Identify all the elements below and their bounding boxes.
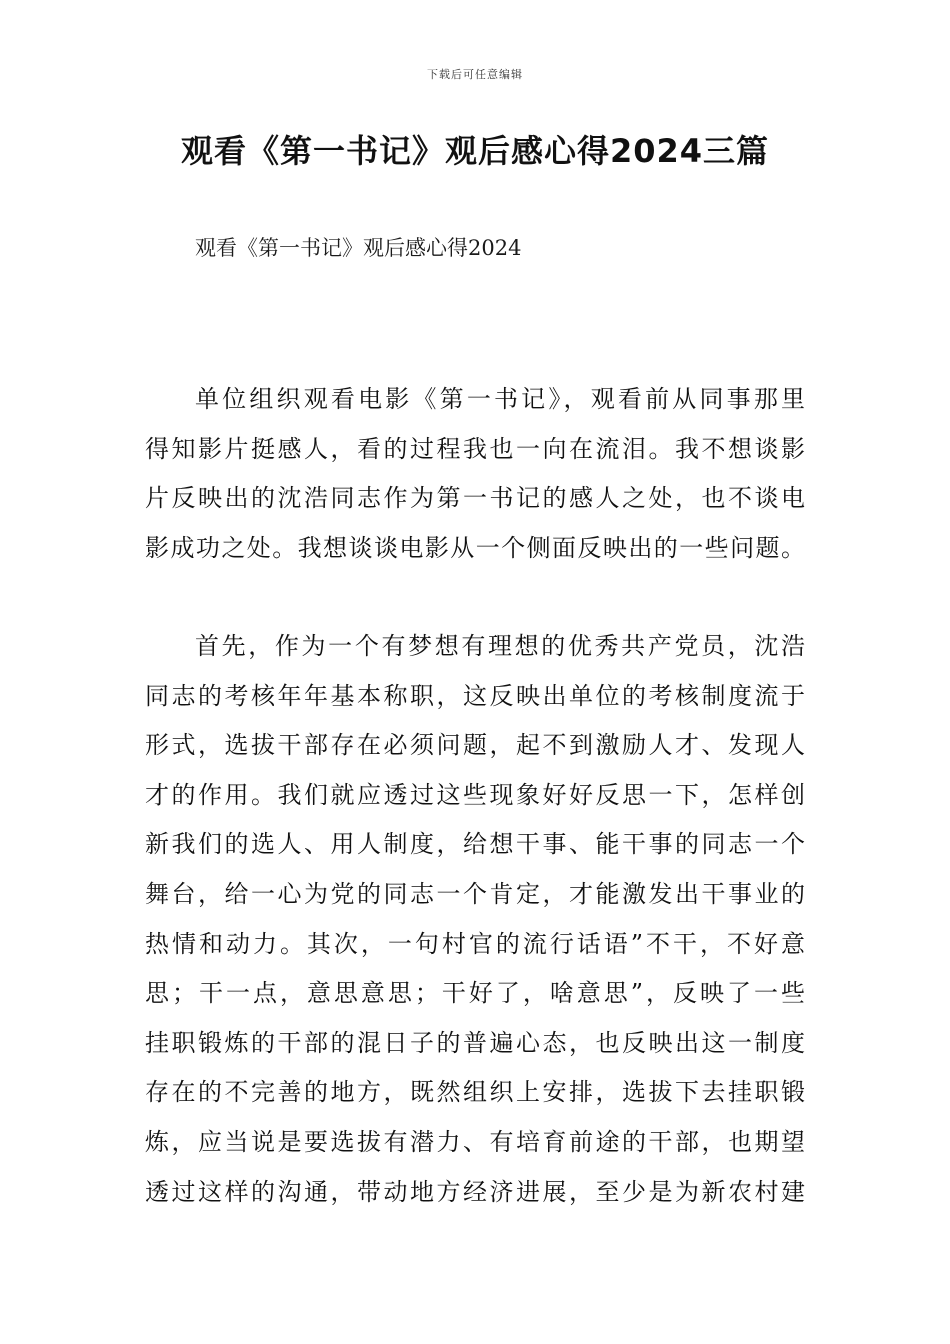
paragraph-line: 片反映出的沈浩同志作为第一书记的感人之处，也不谈电 xyxy=(145,484,805,513)
paragraph-line: 影成功之处。我想谈谈电影从一个侧面反映出的一些问题。 xyxy=(145,533,805,562)
paragraph-line: 挂职锻炼的干部的混日子的普遍心态，也反映出这一制度 xyxy=(145,1028,805,1057)
paragraph-line: 得知影片挺感人，看的过程我也一向在流泪。我不想谈影 xyxy=(145,434,805,463)
paragraph-line: 首先，作为一个有梦想有理想的优秀共产党员，沈浩 xyxy=(195,632,805,660)
paragraph-line: 炼，应当说是要选拔有潜力、有培育前途的干部，也期望 xyxy=(145,1127,805,1156)
paragraph-line: 新我们的选人、用人制度，给想干事、能干事的同志一个 xyxy=(145,830,805,859)
paragraph-line: 才的作用。我们就应透过这些现象好好反思一下，怎样创 xyxy=(145,780,805,809)
paragraph-2 xyxy=(145,622,805,1217)
header-note: 下载后可任意编辑 xyxy=(427,68,523,81)
article-subtitle: 观看《第一书记》观后感心得2024 xyxy=(195,236,522,260)
paragraph-1 xyxy=(145,375,805,573)
paragraph-line: 形式，选拔干部存在必须问题，起不到激励人才、发现人 xyxy=(145,731,805,760)
paragraph-line: 思；干一点，意思意思；干好了，啥意思”，反映了一些 xyxy=(145,979,805,1008)
paragraph-line: 透过这样的沟通，带动地方经济进展，至少是为新农村建 xyxy=(145,1177,805,1206)
paragraph-line: 同志的考核年年基本称职，这反映出单位的考核制度流于 xyxy=(145,681,805,710)
document-title: 观看《第一书记》观后感心得2024三篇 xyxy=(180,132,770,170)
paragraph-line: 单位组织观看电影《第一书记》，观看前从同事那里 xyxy=(195,385,805,413)
paragraph-line: 舞台，给一心为党的同志一个肯定，才能激发出干事业的 xyxy=(145,879,805,908)
paragraph-line: 热情和动力。其次，一句村官的流行话语”不干，不好意 xyxy=(145,929,805,958)
paragraph-line: 存在的不完善的地方，既然组织上安排，选拔下去挂职锻 xyxy=(145,1078,805,1107)
